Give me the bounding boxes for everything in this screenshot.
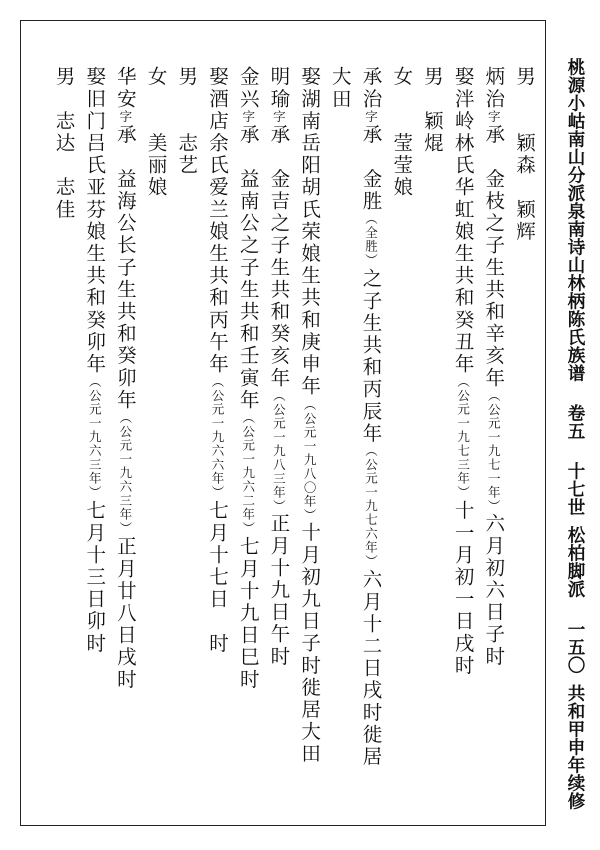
entry-text: 十月初九日子时徙居大田 [298,521,322,765]
entry-text: 金兴 [236,66,260,111]
annotation-text: （公元一九八三年） [271,389,287,514]
text-column [449,66,477,676]
text-column [142,66,170,199]
text-column [172,66,200,177]
entry-text: 女 美丽娘 [144,66,168,199]
entry-text: 娶湖南岳阳胡氏荣娘生共和庚申年 [298,66,322,398]
entry-text: 六月十二日戌时徙居 [359,568,383,768]
page-number: 一五〇 [565,620,585,674]
entry-text: 承 益海公长子生共和癸卯年 [113,124,137,412]
annotation-text: 字 [117,110,133,125]
entry-text: 大田 [328,66,352,111]
volume-label: 卷五 [565,404,585,440]
entry-text: 娶泮岭林氏华虹娘生共和癸丑年 [451,66,475,376]
genealogy-title: 桃源小岵南山分派泉南诗山林柄陈氏族谱 [565,58,585,382]
text-column [295,66,323,765]
text-column [264,66,292,668]
entry-text: 承 金枝之子生共和辛亥年 [482,124,506,390]
text-column [203,66,231,654]
annotation-text: （公元一九六三年） [87,375,103,500]
entry-text: 正月廿八日戌时 [113,535,137,691]
annotation-text: （公元一九六二年） [240,411,256,536]
entry-text: 男 颖森 颖辉 [513,66,536,243]
entry-text: 男 志达 志佳 [52,66,76,221]
entry-text: 承 益南公之子生共和壬寅年 [236,124,260,412]
annotation-text: 字 [363,110,379,125]
text-column [80,66,108,654]
annotation-text: （公元一九六六年） [210,375,225,500]
entry-text: 男 志艺 [175,66,199,177]
annotation-text: 字 [271,110,287,125]
entry-text: 十一月初一日戌时 [451,499,475,677]
annotation-text: 字 [486,110,502,125]
page-header [562,58,588,810]
entry-text: 承治 [359,66,383,111]
entry-text: 七月十九日巳时 [236,535,260,691]
text-column [50,66,78,221]
entry-text: 正月十九日午时 [267,513,291,669]
entry-text: 华安 [113,66,137,111]
annotation-text: 字 [240,110,256,125]
annotation-text: （公元一九七三年） [455,375,471,500]
entry-text: 女 莹莹娘 [390,66,414,199]
entry-text: 娶旧门吕氏亚芬娘生共和癸卯年 [83,66,107,376]
entry-text: 六月初六日子时 [482,513,506,669]
entry-text: 炳治 [482,66,506,111]
text-column [111,66,139,690]
annotation-text: （公元一九六三年） [117,411,133,536]
entry-text: 承 金吉之子生共和癸亥年 [267,124,291,390]
edition-label: 共和甲申年续修 [565,684,585,810]
branch-label: 松柏脚派 [565,526,585,598]
entry-text: 七月十三日卯时 [83,499,107,655]
text-column [357,66,385,768]
annotation-text: （公元一九八〇年） [302,397,318,522]
entry-text: 七月十七日 时 [206,499,229,655]
text-column [234,66,262,690]
annotation-text: （全胜） [363,212,379,268]
text-column [326,66,354,110]
entry-text: 承 金胜 [359,124,383,213]
entry-text: 之子生共和丙辰年 [359,267,383,445]
generation-label: 十七世 [565,462,585,516]
text-column [418,66,446,154]
annotation-text: （公元一九七六年） [363,444,379,569]
text-column [479,66,507,668]
text-column [510,66,538,243]
annotation-text: （公元一九七一年） [486,389,502,514]
entry-text: 明瑜 [267,66,291,111]
entry-text: 男 颖焜 [420,66,444,155]
text-column [387,66,415,199]
entry-text: 娶酒店余氏爱兰娘生共和丙午年 [206,66,229,376]
